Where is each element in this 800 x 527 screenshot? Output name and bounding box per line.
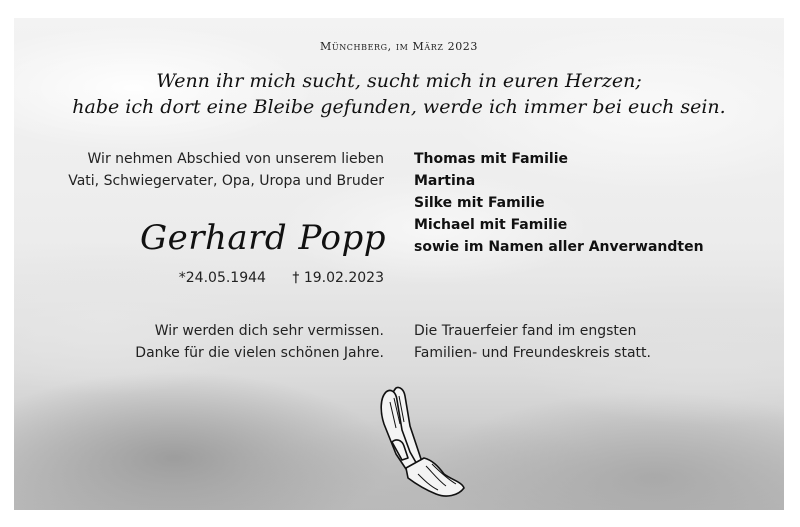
quote-line-1: Wenn ihr mich sucht, sucht mich in euren Herzen; <box>156 70 642 92</box>
intro-line-1: Wir nehmen Abschied von unserem lieben <box>87 151 384 167</box>
intro-text <box>68 148 384 192</box>
death-date: † 19.02.2023 <box>292 270 384 286</box>
closing-left <box>135 320 384 364</box>
quote <box>14 68 784 120</box>
praying-hands-icon <box>366 382 466 502</box>
mourner-item: Silke mit Familie <box>414 195 545 211</box>
mourner-item: Martina <box>414 173 476 189</box>
intro-line-2: Vati, Schwiegervater, Opa, Uropa und Bruder <box>68 173 384 189</box>
mourner-item: sowie im Namen aller Anverwandten <box>414 239 704 255</box>
closing-left-line-2: Danke für die vielen schönen Jahre. <box>135 345 384 361</box>
quote-line-2: habe ich dort eine Bleibe gefunden, werde ich immer bei euch sein. <box>72 96 726 118</box>
deceased-name: Gerhard Popp <box>139 218 386 258</box>
birth-date: *24.05.1944 <box>178 270 266 286</box>
closing-right <box>414 320 651 364</box>
mourner-item: Michael mit Familie <box>414 217 568 233</box>
mourner-item: Thomas mit Familie <box>414 151 568 167</box>
place-date: Münchberg, im März 2023 <box>320 40 478 53</box>
life-dates <box>179 270 384 286</box>
mourners-list <box>414 148 704 258</box>
obituary-card <box>14 18 784 510</box>
closing-left-line-1: Wir werden dich sehr vermissen. <box>154 323 384 339</box>
closing-right-line-2: Familien- und Freundeskreis statt. <box>414 345 651 361</box>
closing-right-line-1: Die Trauerfeier fand im engsten <box>414 323 637 339</box>
